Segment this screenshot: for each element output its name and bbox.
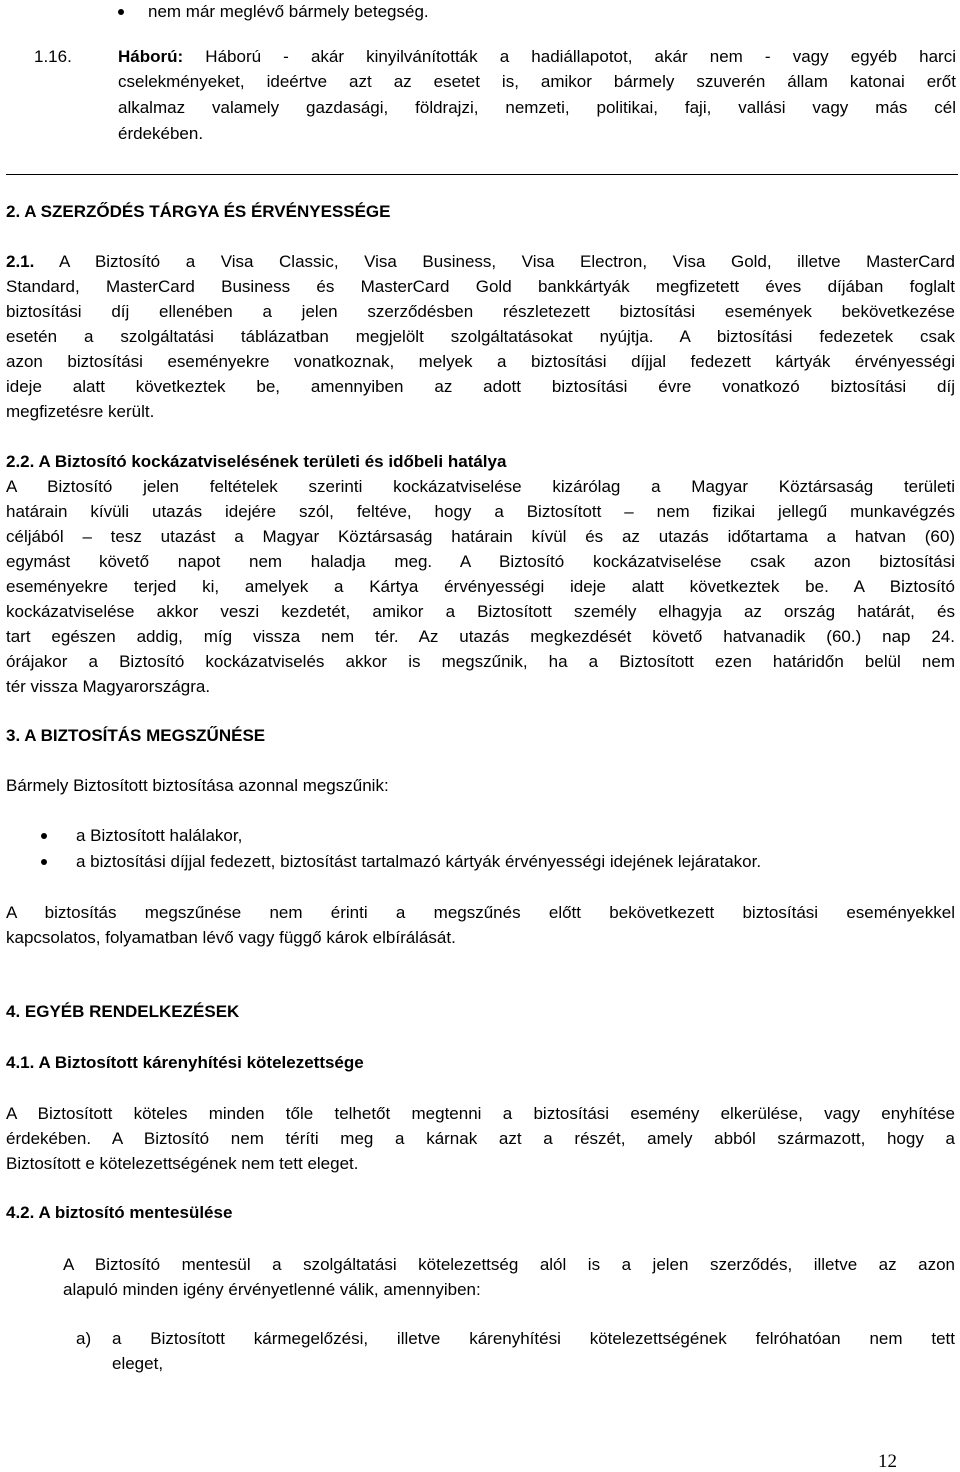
p22-line-6: kockázatviselése akkor veszi kezdetét, amikor a Biztosított személy elhagyja az ország határát, és [6,602,955,621]
p22-line-3: céljából – tesz utazást a Magyar Köztársaság határain kívül és az utazás időtartama a hatvan (60) [6,527,955,546]
p21-line-6: ideje alatt következtek be, amennyiben az adott biztosítási évre vonatkozó biztosítási díj [6,377,955,396]
page-number: 12 [878,1451,897,1472]
item-116-line-3: alkalmaz valamely gazdasági, földrajzi, nemzeti, politikai, faji, vallási vagy más cél [118,98,956,117]
item-116-line-2: cselekményeket, ideértve azt az esetet is, amikor bármely szuverén állam katonai erőt [118,72,956,91]
p21-line-7: megfizetésre került. [6,402,155,421]
p22-number: 2.2. [6,452,35,471]
p22-line-2: határain kívüli utazás idejére szól, feltéve, hogy a Biztosított – nem fizikai jellegű munkavégzés [6,502,955,521]
section-4-heading: 4. EGYÉB RENDELKEZÉSEK [6,1002,240,1021]
p22-title: A Biztosító kockázatviselésének területi és időbeli hatálya [38,452,507,471]
p22-line-8: órájakor a Biztosító kockázatviselés akkor is megszűnik, ha a Biztosított ezen határidőn belül nem [6,652,955,671]
list-item: a Biztosított halálakor, [76,826,243,845]
item-a-label: a) [76,1329,92,1348]
p21-line-5: azon biztosítási eseményekre vonatkoznak, melyek a biztosítási díjjal fedezett kártyák érvényességi [6,352,955,371]
section-3-after-line-1: A biztosítás megszűnése nem érinti a megszűnés előtt bekövetkezett biztosítási eseményekkel [6,903,955,922]
s42-line-2: alapuló minden igény érvényetlenné válik, amennyiben: [63,1280,481,1299]
section-2-heading: 2. A SZERZŐDÉS TÁRGYA ÉS ÉRVÉNYESSÉGE [6,202,391,221]
item-number: 1.16. [34,47,72,66]
bullet-icon [41,833,47,839]
item-a-line-1: a Biztosított kármegelőzési, illetve kárenyhítési kötelezettségének felróhatóan nem tett [112,1329,955,1348]
p21-number: 2.1. [6,252,35,271]
p22-line-9: tér vissza Magyarországra. [6,677,211,696]
top-bullet-text: nem már meglévő bármely betegség. [148,2,429,21]
s41-line-1: A Biztosított köteles minden tőle telhetőt megtenni a biztosítási esemény elkerülése, vagy enyhítése [6,1104,955,1123]
p21-line-3: biztosítási díj ellenében a jelen szerződésben részletezett biztosítási események bekövetkezése [6,302,955,321]
p22-line-5: eseményekre terjed ki, amelyek a Kártya érvényességi ideje alatt következtek be. A Biztosító [6,577,955,596]
s41-line-2: érdekében. A Biztosító nem téríti meg a kárnak azt a részét, amely abból származott, hogy a [6,1129,955,1148]
item-116-line-1 [118,45,956,69]
section-3-intro: Bármely Biztosított biztosítása azonnal megszűnik: [6,776,389,795]
item-116-term: Háború: [118,47,184,66]
list-item: a biztosítási díjjal fedezett, biztosítást tartalmazó kártyák érvényességi idejének lejáratakor. [76,852,762,871]
bullet-icon [118,9,124,15]
p22-line-1: A Biztosító jelen feltételek szerinti kockázatviselése kizárólag a Magyar Köztársaság területi [6,477,955,496]
item-116-line-4: érdekében. [118,124,204,143]
section-3-heading: 3. A BIZTOSÍTÁS MEGSZŰNÉSE [6,726,266,745]
p21-line-4: esetén a szolgáltatási táblázatban megjelölt szolgáltatásokat nyújtja. A biztosítási fedezetek csak [6,327,955,346]
p22-line-4: egymást követő napot nem haladja meg. A Biztosító kockázatviselése csak azon biztosítási [6,552,955,571]
p21-line-1 [6,250,955,274]
p22-heading [6,450,506,474]
p21-text: A Biztosító a Visa Classic, Visa Business, Visa Electron, Visa Gold, illetve MasterCard [58,252,955,271]
section-divider [6,174,958,175]
s42-title: 4.2. A biztosító mentesülése [6,1203,233,1222]
p21-line-2: Standard, MasterCard Business és MasterCard Gold bankkártyák megfizetett éves díjában foglalt [6,277,955,296]
bullet-icon [41,859,47,865]
item-116-text: Háború - akár kinyilvánították a hadiállapotot, akár nem - vagy egyéb harci [205,47,956,66]
section-3-after-line-2: kapcsolatos, folyamatban lévő vagy függő károk elbírálását. [6,928,456,947]
s41-line-3: Biztosított e kötelezettségének nem tett eleget. [6,1154,359,1173]
p22-line-7: tart egészen addig, míg vissza nem tér. Az utazás megkezdését követő hatvanadik (60.) nap 24. [6,627,955,646]
item-a-line-2: eleget, [112,1354,164,1373]
s42-line-1: A Biztosító mentesül a szolgáltatási kötelezettség alól is a jelen szerződés, illetve az azon [63,1255,955,1274]
s41-title: 4.1. A Biztosított kárenyhítési kötelezettsége [6,1053,364,1072]
